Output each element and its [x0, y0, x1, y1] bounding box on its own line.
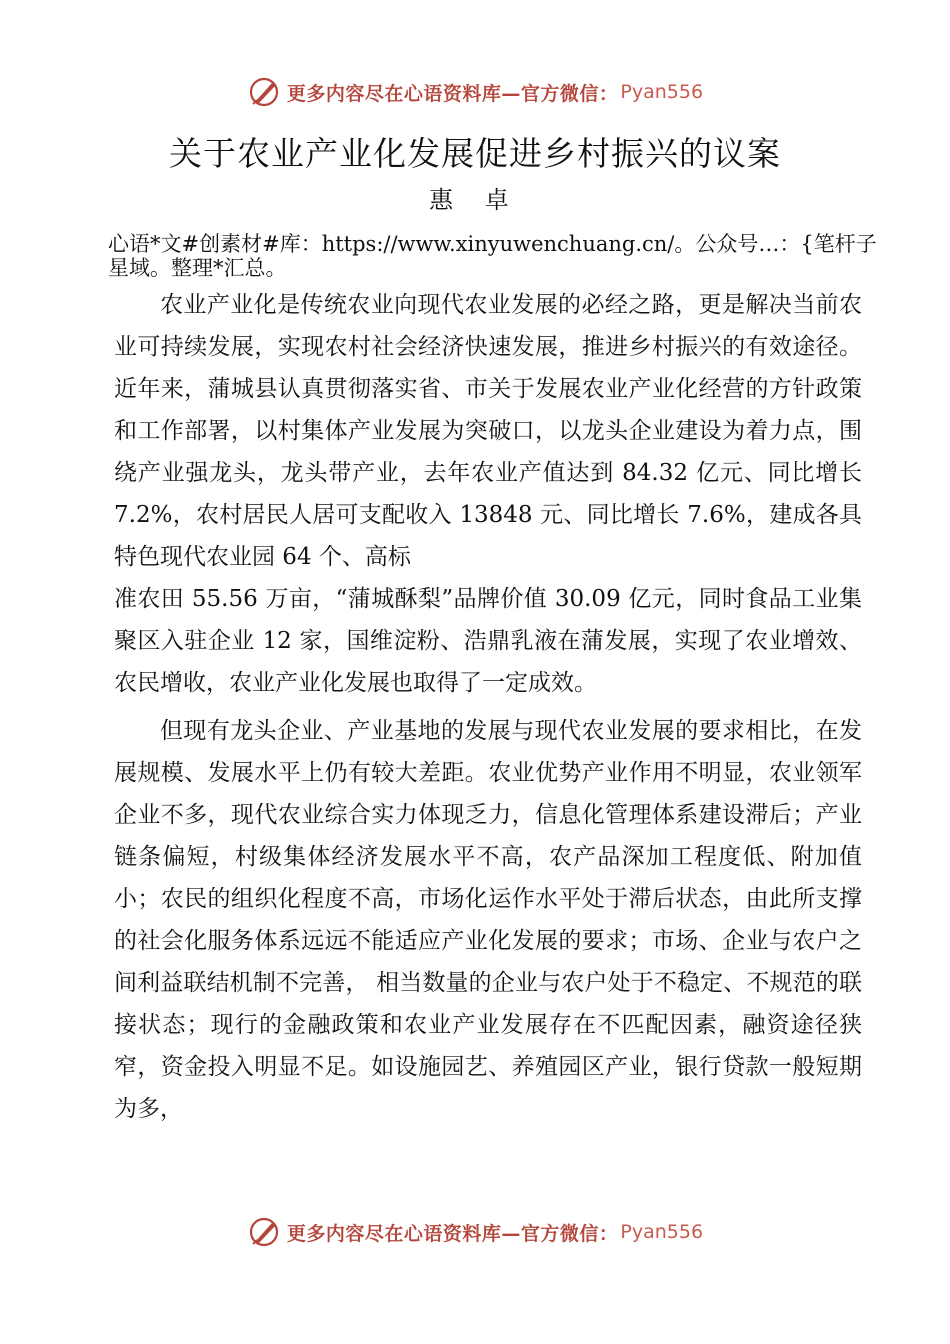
paragraph: 准农田 55.56 万亩，“蒲城酥梨”品牌价值 30.09 亿元，同时食品工业集聚区入驻企业 12 家，国维淀粉、浩鼎乳液在蒲发展，实现了农业增效、农民增收，农业产业化发展也取得了一定成效。: [114, 586, 862, 696]
banner-text: 更多内容尽在心语资料库—官方微信：: [286, 82, 619, 105]
banner-wechat-id: Pyan556: [620, 1221, 704, 1243]
paragraph: 但现有龙头企业、产业基地的发展与现代农业发展的要求相比，在发展规模、发展水平上仍有较大差距。农业优势产业作用不明显，农业领军企业不多，现代农业综合实力体现乏力，信息化管理体系建设滞后；产业链条偏短，村级集体经济发展水平不高，农产品深加工程度低、附加值小；农民的组织化程度不高，市场化运作水平处于滞后状态，由此所支撑的社会化服务体系远远不能适应产业化发展的要求；市场、企业与农户之间利益联结机制不完善， 相当数量的企业与农户处于不稳定、不规范的联接状态；现行的金融政策和农业产业发展存在不匹配因素，融资途径狭窄，资金投入明显不足。如设施园艺、养殖园区产业，银行贷款一般短期为多，: [114, 718, 862, 1122]
banner-wechat-id: Pyan556: [620, 81, 704, 103]
paragraph: 农业产业化是传统农业向现代农业发展的必经之路，更是解决当前农业可持续发展，实现农村社会经济快速发展，推进乡村振兴的有效途径。近年来，蒲城县认真贯彻落实省、市关于发展农业产业化经营的方针政策和工作部署，以村集体产业发展为突破口，以龙头企业建设为着力点，围绕产业强龙头，龙头带产业，去年农业产值达到 84.32 亿元、同比增长 7.2%，农村居民人居可支配收入 13848 元、同比增长 7.6%，建成各具特色现代农业园 64 个、高标: [114, 292, 862, 570]
document-author: 惠 卓: [429, 186, 521, 214]
header-watermark-banner: [0, 70, 950, 114]
document-title: 关于农业产业化发展促进乡村振兴的议案: [169, 134, 781, 173]
banner-text: 更多内容尽在心语资料库—官方微信：: [286, 1222, 619, 1245]
quill-logo-icon: [247, 75, 281, 109]
source-note: 心语*文#创素材#库：https://www.xinyuwenchuang.cn/。公众号…：{笔杆子星域。整理*汇总。: [108, 232, 877, 280]
quill-logo-icon: [247, 1215, 281, 1249]
footer-watermark-banner: [0, 1210, 950, 1254]
document-body: [108, 232, 877, 1130]
